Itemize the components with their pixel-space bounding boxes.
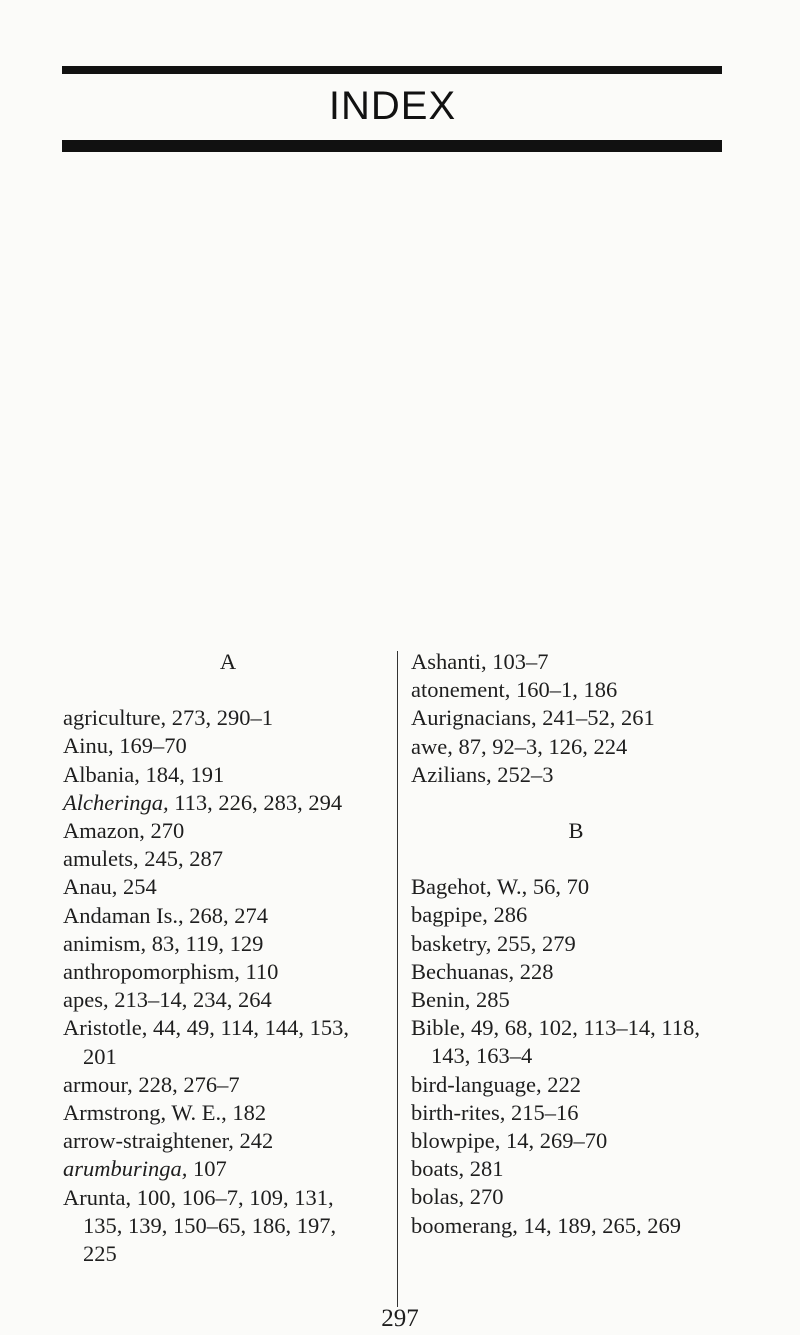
entry-page-refs: 252–3 xyxy=(491,761,554,787)
entry-heading: Azilians, xyxy=(411,761,492,787)
index-entry xyxy=(63,789,393,817)
entry-page-refs: 107 xyxy=(187,1156,227,1182)
entry-heading: Armstrong, W. E., xyxy=(63,1100,227,1126)
section-letter-a: A xyxy=(219,649,237,674)
entry-list-a xyxy=(63,704,393,1268)
entry-heading: anthropomorphism, xyxy=(63,959,240,985)
index-entry xyxy=(63,1155,393,1183)
page-number: 297 xyxy=(381,1305,419,1332)
entry-heading: bird-language, xyxy=(411,1071,542,1097)
entry-page-refs: 286 xyxy=(487,902,528,928)
entry-list-b xyxy=(411,873,741,1240)
index-entry xyxy=(411,1212,741,1240)
index-entry xyxy=(411,873,741,901)
entry-page-refs: 213–14, 234, 264 xyxy=(108,987,272,1013)
entry-page-refs: 281 xyxy=(464,1156,504,1182)
section-letter-b: B xyxy=(568,818,584,844)
entry-page-refs: 270 xyxy=(144,818,185,844)
entry-heading: blowpipe, xyxy=(411,1128,501,1154)
index-entry xyxy=(411,761,741,789)
entry-heading: apes, xyxy=(63,987,109,1013)
entry-page-refs: 49, 68, 102, 113–14, 118, xyxy=(465,1015,700,1041)
index-entry xyxy=(411,1099,741,1127)
index-entry xyxy=(411,676,741,704)
entry-page-refs: 14, 189, 265, 269 xyxy=(517,1212,681,1238)
entry-page-refs: 103–7 xyxy=(486,649,549,674)
index-entry xyxy=(411,648,741,676)
entry-page-refs: 160–1, 186 xyxy=(510,677,618,703)
index-entry xyxy=(63,958,393,986)
index-entry xyxy=(63,902,393,930)
index-entry xyxy=(411,733,741,761)
index-entry xyxy=(411,1071,741,1099)
entry-heading: bagpipe, xyxy=(411,902,488,928)
entry-heading: atonement, xyxy=(411,677,511,703)
entry-heading: Albania, xyxy=(63,761,140,787)
entry-heading: arrow-straightener, xyxy=(63,1128,234,1154)
index-entry xyxy=(411,1014,741,1070)
entry-page-refs: 255, 279 xyxy=(491,930,576,956)
index-entry xyxy=(411,986,741,1014)
entry-heading: Amazon, xyxy=(63,818,145,844)
entry-heading: Aurignacians, xyxy=(411,705,537,731)
entry-page-refs: 100, 106–7, 109, 131, xyxy=(131,1184,334,1210)
index-entry xyxy=(63,1127,393,1155)
index-entry xyxy=(63,1184,393,1269)
index-column-left xyxy=(63,648,393,1268)
page-title: INDEX xyxy=(328,84,457,128)
entry-heading: Bechuanas, xyxy=(411,958,515,984)
entry-page-refs: 222 xyxy=(541,1071,581,1097)
entry-page-refs: 83, 119, 129 xyxy=(146,930,264,956)
entry-heading: Benin, xyxy=(411,987,471,1013)
entry-heading: Ainu, xyxy=(63,733,114,759)
entry-page-refs: 228, 276–7 xyxy=(132,1071,240,1097)
index-entry xyxy=(411,1155,741,1183)
index-entry xyxy=(63,1014,393,1070)
entry-page-refs: 87, 92–3, 126, 224 xyxy=(452,733,628,759)
entry-heading: amulets, xyxy=(63,846,139,872)
index-entry xyxy=(63,1099,393,1127)
entry-list-a-continued xyxy=(411,648,741,789)
entry-page-refs: 228 xyxy=(514,958,554,984)
index-entry xyxy=(63,845,393,873)
entry-page-refs-continued: 135, 139, 150–65, 186, 197, xyxy=(83,1212,337,1238)
entry-heading: Bible, xyxy=(411,1015,466,1041)
entry-page-refs: 270 xyxy=(464,1184,504,1210)
index-entry xyxy=(63,1071,393,1099)
entry-heading: boats, xyxy=(411,1156,465,1182)
entry-page-refs: 184, 191 xyxy=(139,761,225,787)
index-entry xyxy=(411,901,741,929)
entry-heading: Andaman Is., xyxy=(63,902,184,928)
entry-page-refs: 268, 274 xyxy=(183,902,268,928)
entry-page-refs: 110 xyxy=(239,959,279,985)
entry-page-refs: 182 xyxy=(226,1100,267,1126)
entry-page-refs: 56, 70 xyxy=(527,874,590,900)
index-entry xyxy=(63,761,393,789)
entry-heading: armour, xyxy=(63,1071,133,1097)
entry-page-refs: 285 xyxy=(470,987,510,1013)
entry-heading: Anau, xyxy=(63,874,118,900)
entry-page-refs: 242 xyxy=(233,1128,274,1154)
entry-heading: agriculture, xyxy=(63,705,167,731)
column-divider xyxy=(397,651,398,1307)
index-entry xyxy=(411,704,741,732)
entry-page-refs: 113, 226, 283, 294 xyxy=(168,789,343,815)
index-entry xyxy=(411,958,741,986)
entry-heading: Ashanti, xyxy=(411,649,487,674)
entry-page-refs: 254 xyxy=(117,874,157,900)
index-entry xyxy=(63,986,393,1014)
header-rule-top xyxy=(62,66,722,74)
entry-page-refs-continued: 143, 163–4 xyxy=(431,1043,533,1069)
entry-heading: arumburinga, xyxy=(63,1156,188,1182)
entry-page-refs: 245, 287 xyxy=(138,846,223,872)
entry-heading: birth-rites, xyxy=(411,1099,506,1125)
entry-heading: animism, xyxy=(63,930,147,956)
entry-page-refs: 14, 269–70 xyxy=(500,1128,608,1154)
entry-page-refs: 44, 49, 114, 144, 153, xyxy=(147,1015,350,1041)
entry-heading: Arunta, xyxy=(63,1184,132,1210)
index-column-right xyxy=(411,648,741,1240)
entry-heading: Bagehot, W., xyxy=(411,874,528,900)
entry-heading: bolas, xyxy=(411,1184,465,1210)
entry-heading: basketry, xyxy=(411,930,492,956)
index-entry xyxy=(63,930,393,958)
entry-page-refs: 241–52, 261 xyxy=(536,705,655,731)
index-entry xyxy=(63,704,393,732)
index-entry xyxy=(63,817,393,845)
index-entry xyxy=(411,1127,741,1155)
header-rule-bottom xyxy=(62,140,722,152)
index-entry xyxy=(411,930,741,958)
entry-page-refs-continued: 225 xyxy=(83,1241,117,1267)
entry-page-refs: 215–16 xyxy=(505,1099,579,1125)
entry-heading: awe, xyxy=(411,733,453,759)
entry-heading: boomerang, xyxy=(411,1212,518,1238)
entry-heading: Aristotle, xyxy=(63,1015,148,1041)
index-entry xyxy=(411,1183,741,1211)
index-entry xyxy=(63,732,393,760)
entry-heading: Alcheringa, xyxy=(63,789,169,815)
entry-page-refs-continued: 201 xyxy=(83,1043,117,1069)
entry-page-refs: 273, 290–1 xyxy=(166,705,273,731)
index-entry xyxy=(63,873,393,901)
entry-page-refs: 169–70 xyxy=(113,733,187,759)
